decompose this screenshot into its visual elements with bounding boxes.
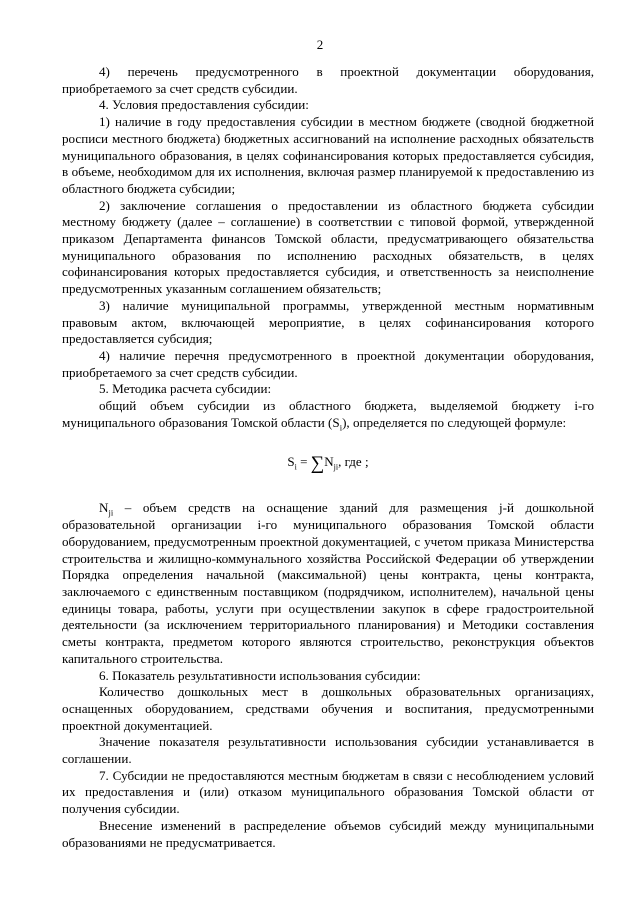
definition-text: – объем средств на оснащение зданий для размещения j-й дошкольной образовательной организации i-го муниципального образования Томской области оборудованием, предусмотренным проектной документацией, с учетом приказа Министерства строительства и жилищно-коммунального хозяйства Российской Федерации об утверждении Порядка определения начальной (максимальной) цены контракта, цены контракта, заключаемого с единственным поставщиком (подрядчиком, исполнителем), начальной цены единицы товара, работы, услуги при осуществлении закупок в сфере градостроительной деятельности (за исключением территориального планирования) и Методики составления сметы контракта, предметом которого являются строительство, реконструкция объектов капитального строительства. (62, 500, 594, 666)
formula-lhs-subscript: i (294, 463, 297, 473)
paragraph-formula-intro (62, 398, 594, 431)
heading-calculation-method: 5. Методика расчета субсидии: (99, 381, 272, 397)
paragraph-indicator-description: Количество дошкольных мест в дошкольных образовательных организациях, оснащенных оборудованием, средствами обучения и воспитания, предусмотренными проектной документацией. (62, 684, 594, 733)
heading-performance-indicator: 6. Показатель результативности использования субсидии: (99, 667, 421, 683)
formula-intro-tail: ), определяется по следующей формуле: (342, 414, 567, 430)
page-number: 2 (316, 37, 324, 52)
paragraph-condition-2: 2) заключение соглашения о предоставлении из областного бюджета субсидии местному бюджету (далее – соглашение) в соответствии с типовой формой, утвержденной приказом Департамента финансов Томской области, предусматривающего обязательства муниципального образования по исполнению расходных обязательств, в целях софинансирования которых предоставляется субсидия, и ответственность за неисполнение предусмотренных указанным соглашением обязательств; (62, 197, 594, 297)
paragraph-definition-nji (62, 500, 594, 667)
definition-symbol-subscript: ji (108, 508, 114, 519)
sum-symbol: ∑ (310, 453, 325, 475)
heading-subsidy-conditions: 4. Условия предоставления субсидии: (99, 97, 309, 113)
paragraph-distribution-changes: Внесение изменений в распределение объемов субсидий между муниципальными образованиями не предусматривается. (62, 817, 594, 850)
formula-lhs: S (287, 454, 295, 470)
paragraph-condition-1: 1) наличие в году предоставления субсидии в местном бюджете (сводной бюджетной росписи местного бюджета) бюджетных ассигнований на исполнение расходных обязательств муниципального образования, в целях софинансирования которых предоставляется субсидия, в объеме, необходимом для их исполнения, включая размер планируемой к предоставлению из областного бюджета субсидии; (62, 114, 594, 196)
paragraph-equipment-list: 4) перечень предусмотренного в проектной документации оборудования, приобретаемого за счет средств субсидии. (62, 64, 594, 96)
formula-tail: , где ; (338, 454, 369, 470)
formula-intro-subscript: i (339, 422, 343, 433)
paragraph-subsidy-refusal: 7. Субсидии не предоставляются местным бюджетам в связи с несоблюдением условий их предоставления и (или) отказом муниципального образования Томской области от получения субсидии. (62, 767, 594, 817)
formula-term: N (324, 454, 334, 470)
paragraph-condition-3: 3) наличие муниципальной программы, утвержденной местным нормативным правовым актом, включающей мероприятие, в целях софинансирования которого предоставляется субсидия; (62, 297, 594, 347)
subsidy-formula (62, 451, 594, 473)
formula-equals: = (296, 454, 311, 470)
paragraph-condition-4: 4) наличие перечня предусмотренного в проектной документации оборудования, приобретаемого за счет средств субсидии. (62, 347, 594, 380)
definition-symbol: N (99, 500, 109, 516)
formula-intro-text: общий объем субсидии из областного бюджета, выделяемой бюджету i-го муниципального образования Томской области (S (62, 398, 594, 430)
paragraph-indicator-value: Значение показателя результативности использования субсидии устанавливается в соглашении. (62, 734, 594, 767)
document-body (62, 64, 594, 851)
formula-term-subscript: ji (333, 463, 339, 473)
